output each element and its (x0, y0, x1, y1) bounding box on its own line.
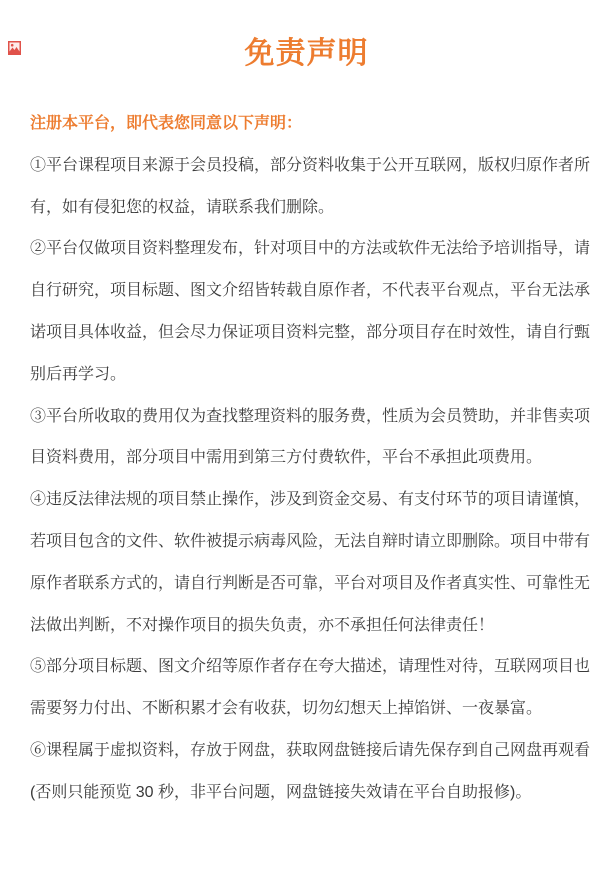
paragraph-line: 法做出判断，不对操作项目的损失负责，亦不承担任何法律责任！ (30, 616, 495, 634)
disclaimer-document (0, 36, 613, 814)
paragraph-line: 别后再学习。 (30, 365, 127, 383)
paragraph-line: ①平台课程项目来源于会员投稿，部分资料收集于公开互联网，版权归原作者所 (30, 156, 591, 174)
paragraph-line: 自行研究，项目标题、图文介绍皆转载自原作者，不代表平台观点，平台无法承 (30, 282, 591, 300)
page-title: 免责声明 (244, 37, 369, 70)
disclaimer-content (30, 103, 591, 814)
paragraph-line: ⑤部分项目标题、图文介绍等原作者存在夸大描述，请理性对待，互联网项目也 (30, 658, 591, 676)
paragraph-line: 有，如有侵犯您的权益，请联系我们删除。 (30, 198, 335, 216)
paragraph-line: (否则只能预览 30 秒，非平台问题，网盘链接失效请在平台自助报修)。 (30, 783, 532, 801)
paragraph-line: 目资料费用，部分项目中需用到第三方付费软件，平台不承担此项费用。 (30, 449, 543, 467)
broken-image-icon (8, 41, 21, 55)
paragraph-line: ④违反法律法规的项目禁止操作，涉及到资金交易、有支付环节的项目请谨慎， (30, 491, 591, 509)
paragraphs (30, 145, 591, 814)
intro-statement: 注册本平台，即代表您同意以下声明： (30, 115, 303, 132)
paragraph-line: 需要努力付出、不断积累才会有收获，切勿幻想天上掉馅饼、一夜暴富。 (30, 700, 543, 718)
paragraph-line: 诺项目具体收益，但会尽力保证项目资料完整，部分项目存在时效性，请自行甄 (30, 323, 591, 341)
paragraph-line: ②平台仅做项目资料整理发布，针对项目中的方法或软件无法给予培训指导，请 (30, 240, 591, 258)
paragraph-line: 若项目包含的文件、软件被提示病毒风险，无法自辩时请立即删除。项目中带有 (30, 532, 591, 550)
paragraph-line: ⑥课程属于虚拟资料，存放于网盘，获取网盘链接后请先保存到自己网盘再观看 (30, 741, 591, 759)
paragraph-line: ③平台所收取的费用仅为查找整理资料的服务费，性质为会员赞助，并非售卖项 (30, 407, 591, 425)
paragraph-line: 原作者联系方式的，请自行判断是否可靠，平台对项目及作者真实性、可靠性无 (30, 574, 591, 592)
